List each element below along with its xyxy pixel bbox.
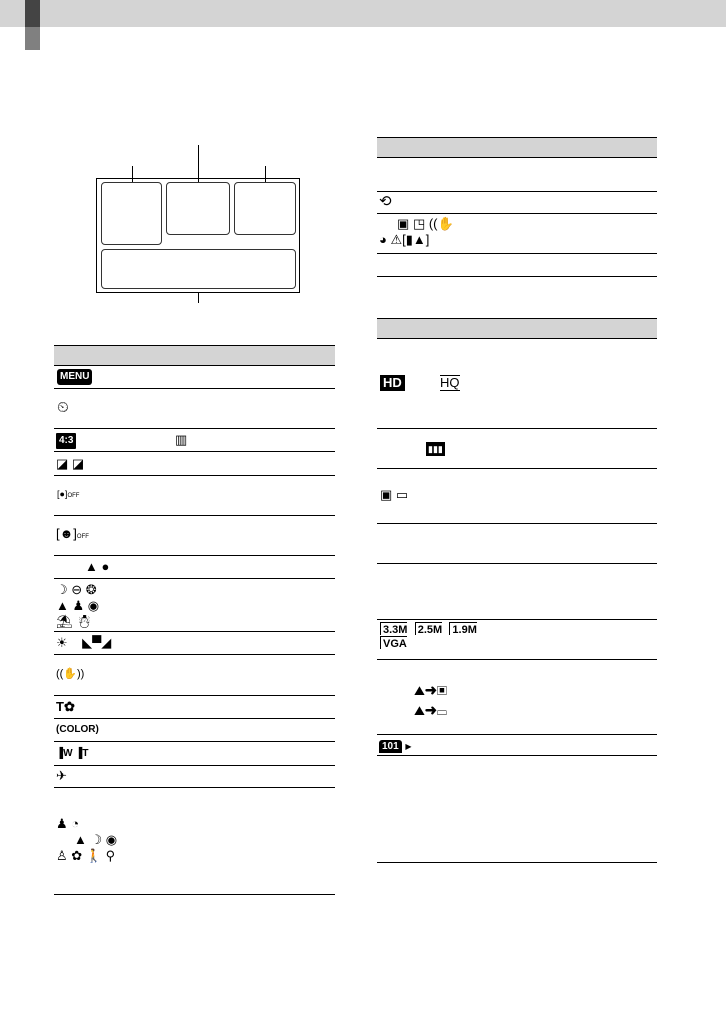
section-tab-mid [25, 27, 40, 50]
smile-shutter-off-icon: [☻]OFF [56, 526, 89, 541]
tele-macro-icon: T✿ [56, 699, 75, 714]
white-balance-icons: ☀ ◣▀◢ [56, 635, 112, 650]
flight-mode-icon: ✈ [56, 768, 67, 783]
steadyshot-off-icon: ((✋)) [56, 668, 85, 680]
intelligent-auto-icons: ♟ ◔ ▲ ☽ ◉ ♙ ✿ 🚶 ⚲ [56, 816, 118, 863]
section-tab-dark [25, 0, 40, 27]
film-icon: ▥ [175, 432, 188, 447]
battery-icon: ▮▮▮ [428, 444, 443, 454]
repeat-icon: ⟲ [379, 193, 392, 210]
face-detection-off-icon: [●]OFF [57, 489, 80, 499]
hq-mode-icon: HQ [440, 375, 460, 390]
menu-icon: MENU [57, 369, 92, 385]
x-v-color-icon: (COLOR) [56, 724, 99, 735]
warning-icons: ▣ ◳ ((✋ ◕ ⚠[▮▲] [379, 216, 454, 247]
scene-selection-icons: ☽ ⊖ ❂ ▲ ♟ ◉ ⛱ ☃ [56, 582, 100, 629]
dubbing-icons: ⛰➜▣ ⛰➜▭ [414, 683, 447, 718]
folder-icon: 101 ▶ [379, 738, 411, 754]
memory-media-icons: ▣ ▭ [380, 487, 409, 502]
self-timer-icon: ⏲ [57, 399, 69, 416]
hd-quality-icon: HD [380, 375, 405, 391]
focus-icons: ▲ ● [85, 559, 110, 574]
conversion-lens-wt-icons: ▐W ▐T [56, 748, 89, 759]
aspect-4-3-icon: 4:3 [56, 433, 76, 449]
top-header-bar [0, 0, 726, 27]
image-size-icons: 3.3M 2.5M 1.9M VGA [380, 622, 477, 650]
conversion-lens-icon: ◪ ◪ [56, 456, 85, 471]
